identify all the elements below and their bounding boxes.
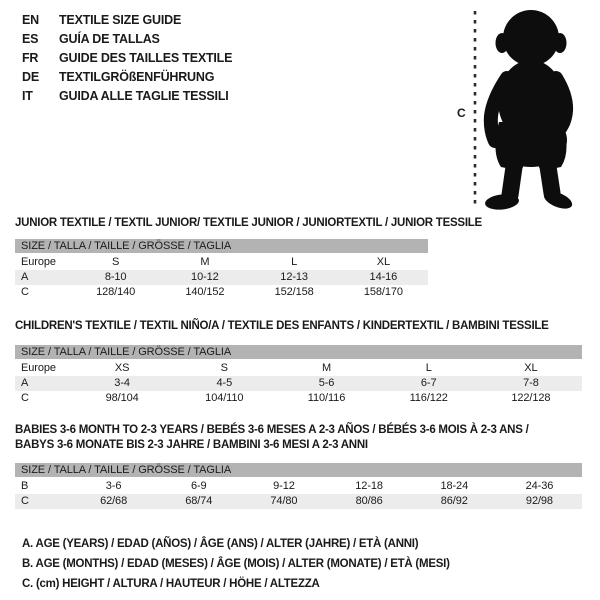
- language-title-list: [22, 10, 232, 105]
- lang-row-it: [22, 86, 232, 105]
- height-cell: 86/92: [440, 495, 468, 507]
- height-cell: 152/158: [274, 286, 314, 298]
- age-cell: 6-7: [420, 377, 437, 389]
- table-row-months: [15, 479, 582, 494]
- age-cell: 9-12: [273, 480, 295, 492]
- legend-line-a: A. AGE (YEARS) / EDAD (AÑOS) / ÂGE (ANS) / ALTER (JAHRE) / ETÀ (ANNI): [22, 538, 419, 550]
- age-cell: 4-5: [216, 377, 233, 389]
- lang-code: EN: [22, 12, 39, 27]
- age-cell: 8-10: [104, 271, 127, 283]
- junior-table-title: JUNIOR TEXTILE / TEXTIL JUNIOR/ TEXTILE JUNIOR / JUNIORTEXTIL / JUNIOR TESSILE: [15, 217, 482, 229]
- height-cell: 80/86: [355, 495, 383, 507]
- lang-code: IT: [22, 88, 33, 103]
- height-cell: 92/98: [525, 495, 553, 507]
- height-cell: 98/104: [105, 392, 139, 404]
- lang-code: ES: [22, 31, 39, 46]
- size-cell: S: [112, 256, 120, 268]
- table-row-height: [15, 494, 582, 509]
- children-table-title: CHILDREN'S TEXTILE / TEXTIL NIÑO/A / TEXTILE DES ENFANTS / KINDERTEXTIL / BAMBINI TESSILE: [15, 320, 549, 332]
- age-cell: 5-6: [318, 377, 335, 389]
- height-cell: 128/140: [96, 286, 136, 298]
- age-cell: 12-18: [355, 480, 383, 492]
- legend-line-b: B. AGE (MONTHS) / EDAD (MESES) / ÂGE (MOIS) / ALTER (MONATE) / ETÀ (MESI): [22, 558, 450, 570]
- row-label: C: [21, 286, 29, 298]
- children-size-table: [15, 345, 582, 406]
- age-cell: 24-36: [525, 480, 554, 492]
- legend: [22, 534, 450, 594]
- row-label: B: [21, 480, 29, 492]
- lang-row-de: [22, 67, 232, 86]
- height-cell: 122/128: [511, 392, 551, 404]
- size-header-bar: SIZE / TALLA / TAILLE / GRÖSSE / TAGLIA: [15, 239, 428, 253]
- size-cell: S: [220, 362, 228, 374]
- size-cell: L: [291, 256, 298, 268]
- height-cell: 116/122: [409, 392, 448, 404]
- lang-row-fr: [22, 48, 232, 67]
- table-row-height: [15, 391, 582, 406]
- babies-table-title: BABIES 3-6 MONTH TO 2-3 YEARS / BEBÉS 3-6 MESES A 2-3 AÑOS / BÉBÉS 3-6 MOIS À 2-3 ANS / BABYS 3-6 MONATE BIS 2-3 JAHRE / BAMBINI 3-6 MESI A 2-3 ANNI: [15, 424, 529, 451]
- size-cell: M: [200, 256, 210, 268]
- row-label: C: [21, 392, 29, 404]
- lang-title: TEXTILGRÖßENFÜHRUNG: [59, 69, 215, 84]
- table-row-height: [15, 285, 428, 300]
- height-cell: 62/68: [100, 495, 128, 507]
- row-label: C: [21, 495, 29, 507]
- lang-title: GUÍA DE TALLAS: [59, 31, 160, 46]
- height-cell: 140/152: [185, 286, 225, 298]
- size-cell: XL: [524, 362, 538, 374]
- size-cell: XL: [376, 256, 390, 268]
- size-header-bar: SIZE / TALLA / TAILLE / GRÖSSE / TAGLIA: [15, 345, 582, 359]
- height-cell: 68/74: [185, 495, 213, 507]
- age-cell: 3-6: [105, 480, 122, 492]
- height-cell: 104/110: [205, 392, 244, 404]
- table-row-europe: [15, 361, 582, 376]
- row-label: Europe: [21, 256, 56, 268]
- size-cell: L: [425, 362, 432, 374]
- age-cell: 3-4: [114, 377, 130, 389]
- table-row-europe: [15, 255, 428, 270]
- row-label: Europe: [21, 362, 56, 374]
- lang-title: GUIDA ALLE TAGLIE TESSILI: [59, 88, 229, 103]
- lang-code: FR: [22, 50, 39, 65]
- age-cell: 18-24: [440, 480, 469, 492]
- size-header-bar: SIZE / TALLA / TAILLE / GRÖSSE / TAGLIA: [15, 463, 582, 477]
- row-label: A: [21, 377, 29, 389]
- lang-code: DE: [22, 69, 39, 84]
- lang-row-es: [22, 29, 232, 48]
- size-cell: M: [321, 362, 332, 374]
- height-measure-label: C: [457, 106, 466, 120]
- height-cell: 74/80: [270, 495, 298, 507]
- row-label: A: [21, 271, 29, 283]
- lang-row-en: [22, 10, 232, 29]
- lang-title: TEXTILE SIZE GUIDE: [59, 12, 182, 27]
- table-row-age: [15, 270, 428, 285]
- lang-title: GUIDE DES TAILLES TEXTILE: [59, 50, 233, 65]
- table-row-age: [15, 376, 582, 391]
- age-cell: 10-12: [191, 271, 219, 283]
- age-cell: 6-9: [190, 480, 207, 492]
- height-cell: 158/170: [363, 286, 403, 298]
- babies-size-table: [15, 463, 582, 509]
- age-cell: 14-16: [369, 271, 398, 283]
- age-cell: 7-8: [523, 377, 539, 389]
- legend-line-c: C. (cm) HEIGHT / ALTURA / HAUTEUR / HÖHE / ALTEZZA: [22, 578, 320, 590]
- baby-silhouette-icon: [455, 4, 600, 216]
- age-cell: 12-13: [280, 271, 308, 283]
- height-cell: 110/116: [307, 392, 346, 404]
- size-cell: XS: [114, 362, 130, 374]
- junior-size-table: [15, 239, 428, 300]
